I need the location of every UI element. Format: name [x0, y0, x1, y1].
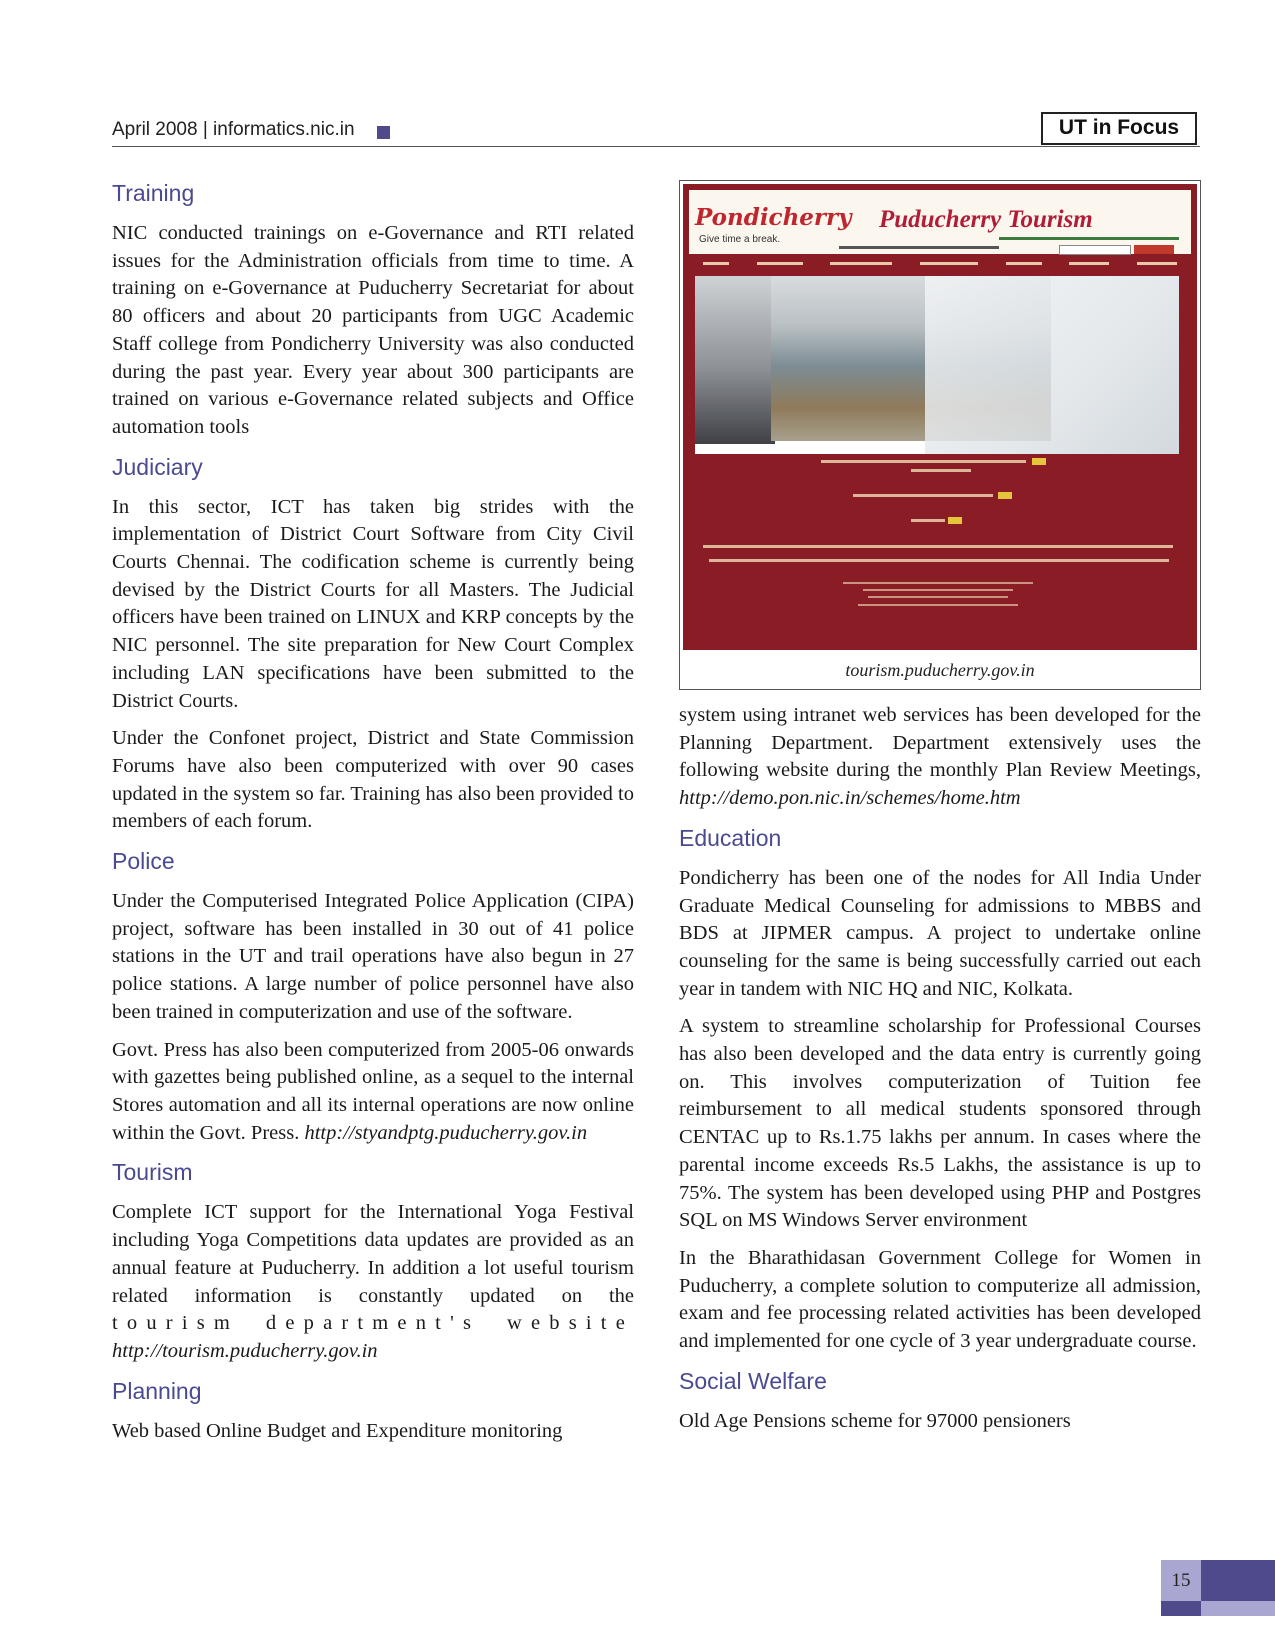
screenshot-subtitle-line — [999, 237, 1179, 240]
education-section — [679, 823, 1201, 1356]
tourism-paragraph — [112, 1199, 634, 1365]
planning-paragraph-continued — [679, 702, 1201, 813]
education-paragraph-2: A system to streamline scholarship for Professional Courses has also been developed and the data entry is currently going on. This involves computerization of Tuition fee reimbursement to all medical students sponsored through CENTAC up to Rs.1.75 lakhs per annum. In cases where the parental income exceeds Rs.5 Lakhs, the assistance is up to 75%. The system has been developed using PHP and Postgres SQL on MS Windows Server environment — [679, 1015, 1201, 1232]
planning-continued-section — [679, 702, 1201, 813]
education-heading: Education — [679, 824, 782, 851]
screenshot-news-line-2 — [853, 494, 993, 497]
tourism-website-screenshot — [683, 184, 1197, 650]
screenshot-news-line-1b — [911, 469, 971, 472]
police-paragraph-1: Under the Computerised Integrated Police Application (CIPA) project, software has been installed in 30 out of 41 police stations in the UT and trail operations have also begun in 27 police stations. A large number of police personnel have also been trained in computerization and use of the software. — [112, 890, 634, 1023]
page-number-decor-light-bottom — [1201, 1601, 1275, 1616]
page-number: 15 — [1161, 1560, 1201, 1601]
judiciary-paragraph-2: Under the Confonet project, District and State Commission Forums have also been computerized with over 90 cases updated in the system so far. Training has also been provided to members of each forum. — [112, 727, 634, 833]
training-section — [112, 178, 634, 442]
new-badge-icon — [998, 492, 1012, 499]
header-divider — [112, 146, 1200, 147]
social-welfare-heading: Social Welfare — [679, 1367, 827, 1394]
screenshot-news-line-1 — [821, 460, 1026, 463]
header-publication-info: April 2008 | informatics.nic.in — [112, 119, 355, 140]
screenshot-nav-bar — [689, 256, 1191, 270]
planning-paragraph-text: system using intranet web services has been developed for the Planning Department. Department extensively uses the following website during the monthly Plan Review Meetings, — [679, 704, 1201, 782]
screenshot-banner-fade — [925, 276, 1179, 454]
new-badge-icon — [1032, 458, 1046, 465]
police-paragraph-2 — [112, 1037, 634, 1148]
planning-heading: Planning — [112, 1377, 202, 1404]
header-square-marker — [377, 126, 390, 139]
right-column — [679, 702, 1201, 1445]
judiciary-paragraph-1: In this sector, ICT has taken big strides with the implementation of District Court Software from City Civil Courts Chennai. The codification scheme is currently being devised by the District Courts for all Masters. The Judicial officers have been trained on LINUX and KRP concepts by the NIC personnel. The site preparation for New Court Complex including LAN specifications have been submitted to the District Courts. — [112, 495, 634, 712]
judiciary-section — [112, 452, 634, 836]
planning-paragraph-start: Web based Online Budget and Expenditure monitoring — [112, 1419, 563, 1442]
screenshot-search-button — [1134, 245, 1174, 254]
education-paragraph-1: Pondicherry has been one of the nodes for All India Under Graduate Medical Counseling for admissions to MBBS and BDS at JIPMER campus. A project to undertake online counseling for the same is being successfully carried out each year in tandem with NIC HQ and NIC, Kolkata. — [679, 866, 1201, 1000]
police-section — [112, 846, 634, 1147]
plan-schemes-link[interactable]: http://demo.pon.nic.in/schemes/home.htm — [679, 787, 1021, 810]
section-label-box: UT in Focus — [1041, 112, 1197, 145]
screenshot-footer-links-1 — [703, 545, 1173, 548]
screenshot-location-links — [839, 246, 999, 249]
planning-section — [112, 1376, 634, 1446]
judiciary-heading: Judiciary — [112, 453, 203, 480]
screenshot-footer-note-3 — [868, 596, 1008, 598]
screenshot-banner — [695, 276, 1179, 454]
tourism-section — [112, 1157, 634, 1365]
tourism-paragraph-text: Complete ICT support for the International Yoga Festival including Yoga Competitions data updates are provided as an annual feature at Puducherry. In addition a lot useful tourism related information is constantly updated on the — [112, 1201, 634, 1307]
page-number-decor-dark-bottom — [1161, 1601, 1201, 1616]
social-welfare-paragraph-start: Old Age Pensions scheme for 97000 pensioners — [679, 1409, 1071, 1432]
tourism-heading: Tourism — [112, 1159, 193, 1186]
pondicherry-logo: Pondicherry — [695, 204, 852, 231]
page-number-decor-dark — [1201, 1560, 1275, 1601]
screenshot-search-box — [1059, 245, 1131, 255]
logo-tagline: Give time a break. — [699, 234, 781, 245]
screenshot-building-photo — [695, 276, 775, 444]
tourism-paragraph-spaced: tourism department's website — [112, 1312, 634, 1335]
screenshot-news-line-3 — [911, 519, 945, 522]
press-website-link[interactable]: http://styandptg.puducherry.gov.in — [304, 1121, 588, 1144]
figure-caption: tourism.puducherry.gov.in — [845, 660, 1035, 680]
police-heading: Police — [112, 848, 175, 875]
social-welfare-section — [679, 1366, 1201, 1436]
education-paragraph-3: In the Bharathidasan Government College for Women in Puducherry, a complete solution to computerize all admission, exam and fee processing related activities has been developed and implemented for one cycle of 3 year undergraduate course. — [679, 1246, 1201, 1353]
left-column — [112, 178, 634, 1455]
training-heading: Training — [112, 180, 195, 206]
tourism-website-figure — [679, 180, 1201, 690]
police-paragraph-2-text: Govt. Press has also been computerized from 2005-06 onwards with gazettes being published online, as a sequel to the internal Stores automation and all its internal operations are now online within the Govt. Press. — [112, 1038, 634, 1144]
tourism-website-link[interactable]: http://tourism.puducherry.gov.in — [112, 1339, 378, 1362]
screenshot-site-title: Puducherry Tourism — [879, 206, 1093, 233]
screenshot-footer-links-2 — [709, 559, 1169, 562]
new-badge-icon — [948, 517, 962, 524]
screenshot-footer-note-2 — [863, 589, 1013, 591]
screenshot-footer-note-1 — [843, 582, 1033, 584]
training-paragraph: NIC conducted trainings on e-Governance and RTI related issues for the Administration officials from time to time. A training on e-Governance at Puducherry Secretariat for about 80 officers and about 20 participants from UGC Academic Staff college from Pondicherry University was also conducted during the past year. Every year about 300 participants are trained on various e-Governance related subjects and Office automation tools — [112, 222, 634, 438]
screenshot-header — [689, 190, 1191, 254]
screenshot-footer-note-4 — [858, 604, 1018, 606]
